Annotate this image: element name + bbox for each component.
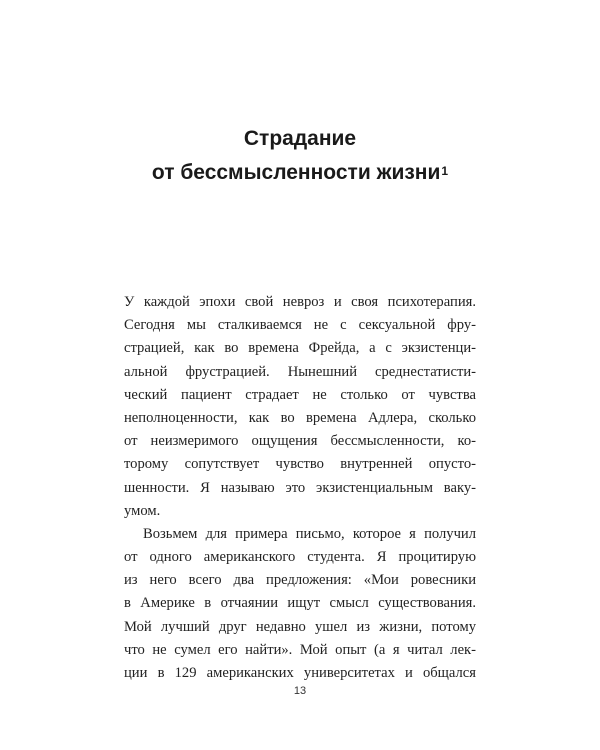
text-line: страцией, как во времена Фрейда, а с экзистенци- [124, 340, 476, 357]
text-line: шенности. Я называю это экзистенциальным ваку- [124, 479, 476, 496]
chapter-title-line-1: Страдание [243, 127, 357, 150]
text-line: Мой лучший друг недавно ушел из жизни, потому [124, 618, 476, 635]
chapter-title-line-2-text: от бессмысленности жизни [151, 161, 441, 184]
chapter-title [0, 122, 600, 190]
text-line: от одного американского студента. Я процитирую [124, 549, 476, 566]
text-line: от неизмеримого ощущения бессмысленности, ко- [124, 433, 476, 450]
text-line: ции в 129 американских университетах и общался [124, 665, 476, 681]
text-line: Возьмем для примера письмо, которое я получил [143, 525, 476, 542]
text-line: ческий пациент страдает не столько от чувства [124, 386, 476, 403]
text-line: из него всего два предложения: «Мои ровесники [124, 572, 476, 589]
text-line: в Америке в отчаянии ищут смысл существования. [124, 595, 476, 612]
text-line: умом. [124, 502, 161, 519]
text-line: торому сопутствует чувство внутренней опусто- [124, 456, 476, 473]
paragraph-1 [124, 291, 476, 523]
paragraph-2 [124, 523, 476, 685]
text-line: альной фрустрацией. Нынешний среднестатисти- [124, 363, 476, 380]
text-line: неполноценности, как во времена Адлера, сколько [124, 409, 476, 426]
footnote-marker[interactable]: 1 [441, 164, 449, 178]
page-number: 13 [293, 685, 307, 697]
text-line: что не сумел его найти». Мой опыт (а я читал лек- [124, 641, 476, 658]
body-text [124, 291, 476, 685]
text-line: У каждой эпохи свой невроз и своя психотерапия. [124, 294, 476, 310]
chapter-title-line-2 [0, 156, 600, 190]
text-line: Сегодня мы сталкиваемся не с сексуальной фру- [124, 317, 476, 334]
